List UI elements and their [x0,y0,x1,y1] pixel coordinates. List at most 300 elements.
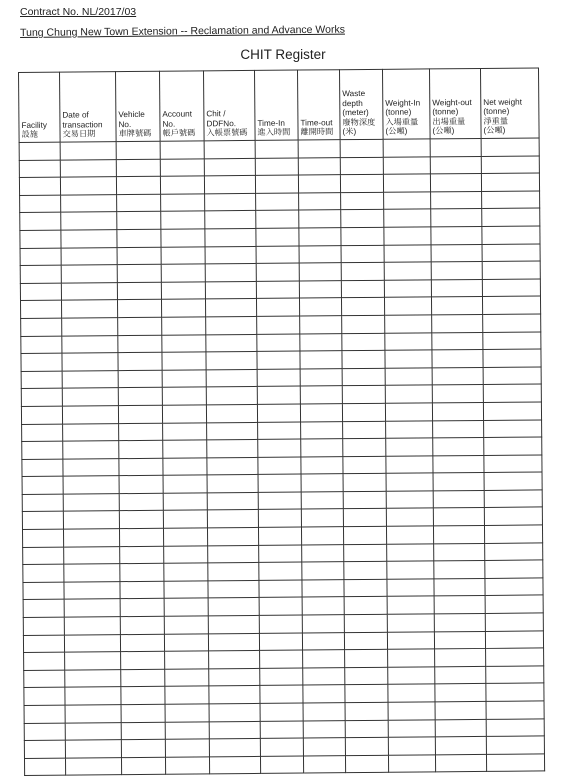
register-sheet [18,67,544,734]
table-cell [259,562,302,580]
table-cell [481,138,539,156]
table-cell [386,508,433,526]
table-cell [384,227,431,245]
table-cell [63,476,119,494]
table-cell [387,596,434,614]
table-cell [485,613,543,631]
table-cell [64,634,120,652]
table-row [24,754,544,776]
table-cell [483,402,541,420]
table-cell [60,177,116,195]
table-cell [298,175,340,193]
table-cell [430,138,481,156]
table-cell [484,507,542,525]
table-cell [161,194,205,212]
table-cell [207,527,258,545]
table-cell [342,315,385,333]
table-cell [341,280,384,298]
table-cell [120,616,164,634]
table-cell [431,226,482,244]
table-cell [24,705,65,723]
table-cell [19,177,60,195]
table-cell [119,493,163,511]
table-cell [345,650,388,668]
table-cell [485,595,543,613]
table-cell [433,473,484,491]
table-cell [481,156,539,174]
table-cell [161,211,205,229]
table-cell [207,510,258,528]
table-cell [65,740,121,758]
table-cell [20,248,61,266]
table-cell [486,754,544,772]
table-cell [257,334,300,352]
table-cell [384,244,431,262]
table-cell [484,455,542,473]
table-cell [206,387,257,405]
table-cell [301,421,343,439]
table-cell [432,402,483,420]
table-cell [163,458,207,476]
table-cell [120,563,164,581]
table-cell [258,439,301,457]
table-cell [20,230,61,248]
table-cell [62,335,118,353]
table-cell [205,281,256,299]
table-cell [24,652,65,670]
table-cell [300,368,342,386]
table-cell [161,264,205,282]
table-cell [303,650,345,668]
table-cell [23,600,64,618]
table-cell [208,545,259,563]
table-cell [345,685,388,703]
table-cell [118,405,162,423]
table-cell [344,632,387,650]
table-cell [388,667,435,685]
table-cell [121,651,165,669]
table-cell [206,352,257,370]
table-cell [119,458,163,476]
table-cell [208,598,259,616]
table-cell [118,370,162,388]
table-cell [483,331,541,349]
table-cell [300,351,342,369]
table-cell [301,492,343,510]
table-cell [344,614,387,632]
table-cell [21,353,62,371]
page-title: CHIT Register [240,47,326,62]
table-cell [121,687,165,705]
table-cell [303,755,345,773]
table-cell [340,175,383,193]
table-cell [388,684,435,702]
table-cell [19,160,60,178]
table-cell [207,440,258,458]
table-cell [434,596,485,614]
table-cell [433,526,484,544]
table-cell [116,176,160,194]
table-cell [344,562,387,580]
table-cell [385,403,432,421]
table-cell [388,719,435,737]
table-cell [64,546,120,564]
table-cell [208,580,259,598]
table-cell [434,561,485,579]
table-cell [206,334,257,352]
table-cell [383,156,430,174]
table-cell [121,722,165,740]
table-cell [483,384,541,402]
table-cell [345,702,388,720]
table-cell [117,212,161,230]
table-cell [255,175,298,193]
table-cell [260,703,303,721]
table-cell [483,314,541,332]
table-cell [485,560,543,578]
table-cell [485,631,543,649]
table-cell [119,440,163,458]
table-cell [20,300,61,318]
table-cell [62,318,118,336]
table-cell [383,174,430,192]
table-cell [164,581,208,599]
table-cell [298,157,340,175]
table-cell [117,264,161,282]
table-cell [301,474,343,492]
table-cell [120,599,164,617]
table-cell [118,352,162,370]
table-cell [63,441,119,459]
table-cell [384,192,431,210]
table-cell [20,213,61,231]
table-cell [388,737,435,755]
table-cell [24,688,65,706]
table-cell [302,580,344,598]
table-cell [119,476,163,494]
table-cell [209,703,260,721]
table-cell [208,615,259,633]
table-cell [206,404,257,422]
table-cell [298,140,340,158]
table-cell [22,512,63,530]
column-header-date: Date of transaction 交易日期 [60,72,117,142]
table-cell [341,192,384,210]
table-cell [300,404,342,422]
table-cell [209,651,260,669]
table-cell [485,578,543,596]
table-cell [20,283,61,301]
table-cell [299,298,341,316]
table-cell [117,282,161,300]
table-cell [342,368,385,386]
table-cell [23,582,64,600]
table-cell [24,670,65,688]
table-cell [386,526,433,544]
table-cell [119,528,163,546]
table-cell [299,245,341,263]
table-cell [63,423,119,441]
table-cell [257,351,300,369]
table-cell [343,421,386,439]
table-cell [482,226,540,244]
table-cell [386,473,433,491]
table-cell [386,456,433,474]
table-cell [433,508,484,526]
table-cell [206,369,257,387]
table-cell [121,739,165,757]
table-cell [341,298,384,316]
table-cell [484,437,542,455]
table-cell [258,457,301,475]
project-name: Tung Chung New Town Extension -- Reclamation and Advance Works [20,23,345,39]
table-cell [260,668,303,686]
table-cell [116,141,160,159]
table-cell [484,419,542,437]
table-cell [342,350,385,368]
table-cell [209,668,260,686]
table-cell [435,737,486,755]
table-cell [61,212,117,230]
table-cell [257,386,300,404]
table-cell [117,247,161,265]
table-cell [431,244,482,262]
table-cell [21,336,62,354]
table-cell [486,701,544,719]
table-cell [118,388,162,406]
table-cell [259,580,302,598]
table-cell [484,490,542,508]
table-cell [299,228,341,246]
table-cell [341,262,384,280]
table-cell [431,191,482,209]
table-cell [120,546,164,564]
table-cell [299,263,341,281]
table-cell [302,597,344,615]
table-cell [435,666,486,684]
table-cell [345,667,388,685]
table-cell [431,209,482,227]
table-cell [61,300,117,318]
table-cell [163,493,207,511]
table-cell [387,632,434,650]
table-cell [340,157,383,175]
table-cell [121,669,165,687]
table-cell [204,176,255,194]
table-cell [260,650,303,668]
table-cell [22,459,63,477]
table-cell [303,703,345,721]
table-cell [64,599,120,617]
table-cell [208,633,259,651]
table-cell [23,635,64,653]
table-cell [19,142,60,160]
table-cell [165,651,209,669]
table-cell [205,228,256,246]
table-cell [62,388,118,406]
table-cell [61,282,117,300]
table-cell [61,247,117,265]
table-cell [301,439,343,457]
table-cell [385,368,432,386]
table-cell [160,141,204,159]
table-cell [303,738,345,756]
table-cell [162,352,206,370]
column-header-account: Account No. 帳戶號碼 [159,71,204,141]
table-cell [64,617,120,635]
table-cell [63,494,119,512]
table-cell [256,210,299,228]
column-header-vehicle: Vehicle No. 車牌號碼 [116,71,161,141]
table-cell [119,511,163,529]
table-cell [205,211,256,229]
table-cell [60,159,116,177]
table-cell [209,739,260,757]
table-cell [342,333,385,351]
table-cell [432,332,483,350]
table-cell [65,705,121,723]
table-cell [486,719,544,737]
table-cell [207,457,258,475]
table-cell [259,545,302,563]
table-cell [258,527,301,545]
table-cell [163,422,207,440]
contract-number: Contract No. NL/2017/03 [20,6,137,18]
table-cell [22,441,63,459]
table-cell [165,739,209,757]
column-header-time-out: Time-out 離開時間 [297,70,340,140]
table-cell [386,420,433,438]
table-cell [256,263,299,281]
table-cell [65,757,121,775]
table-cell [388,702,435,720]
table-cell [299,280,341,298]
table-cell [482,296,540,314]
header-row [19,68,540,143]
table-cell [204,158,255,176]
table-cell [207,475,258,493]
table-cell [433,490,484,508]
column-header-waste-depth: Waste depth (meter) 廢物深度 (米) [339,69,383,139]
table-cell [434,543,485,561]
table-cell [165,721,209,739]
table-cell [259,615,302,633]
table-cell [385,385,432,403]
table-cell [61,265,117,283]
table-cell [345,737,388,755]
table-cell [62,406,118,424]
table-cell [383,139,430,157]
table-cell [120,581,164,599]
table-cell [204,140,255,158]
table-cell [258,510,301,528]
table-cell [387,614,434,632]
table-cell [342,403,385,421]
table-cell [256,281,299,299]
table-cell [164,598,208,616]
column-header-weight-out: Weight-out (tonne) 出場重量 (公噸) [429,68,481,138]
table-cell [22,476,63,494]
column-header-weight-in: Weight-In (tonne) 入場重量 (公噸) [382,69,430,139]
table-cell [340,139,383,157]
table-cell [486,666,544,684]
table-cell [303,720,345,738]
table-cell [299,192,341,210]
table-cell [300,333,342,351]
table-cell [344,544,387,562]
table-cell [162,370,206,388]
table-cell [388,755,435,773]
table-cell [387,579,434,597]
table-cell [435,754,486,772]
table-cell [385,315,432,333]
table-cell [435,684,486,702]
table-cell [256,228,299,246]
table-cell [21,371,62,389]
table-cell [61,194,117,212]
column-header-time-in: Time-In 進入時間 [254,70,298,140]
table-cell [485,543,543,561]
table-cell [164,546,208,564]
table-cell [301,527,343,545]
table-cell [384,280,431,298]
table-cell [388,649,435,667]
table-cell [161,229,205,247]
table-cell [62,353,118,371]
table-cell [62,370,118,388]
table-cell [484,525,542,543]
table-cell [165,704,209,722]
table-cell [117,300,161,318]
table-cell [344,579,387,597]
column-header-chit: Chit / DDFNo. 入帳票號碼 [203,70,255,140]
table-cell [63,529,119,547]
table-cell [302,632,344,650]
table-cell [343,456,386,474]
column-header-net-weight: Net weight (tonne) 淨重量 (公噸) [480,68,539,139]
table-cell [65,687,121,705]
table-cell [163,510,207,528]
table-cell [21,406,62,424]
table-cell [300,386,342,404]
table-cell [430,156,481,174]
table-cell [165,686,209,704]
table-cell [260,738,303,756]
table-cell [23,564,64,582]
table-cell [118,335,162,353]
table-cell [207,422,258,440]
table-cell [206,316,257,334]
table-cell [342,386,385,404]
table-cell [482,261,540,279]
table-cell [341,227,384,245]
table-cell [433,420,484,438]
table-cell [431,297,482,315]
table-cell [205,193,256,211]
table-cell [121,704,165,722]
table-cell [63,458,119,476]
table-cell [117,229,161,247]
table-cell [65,652,121,670]
table-cell [23,547,64,565]
table-cell [117,194,161,212]
table-cell [209,721,260,739]
table-cell [209,686,260,704]
table-cell [164,563,208,581]
table-cell [119,423,163,441]
table-cell [163,440,207,458]
table-cell [258,422,301,440]
